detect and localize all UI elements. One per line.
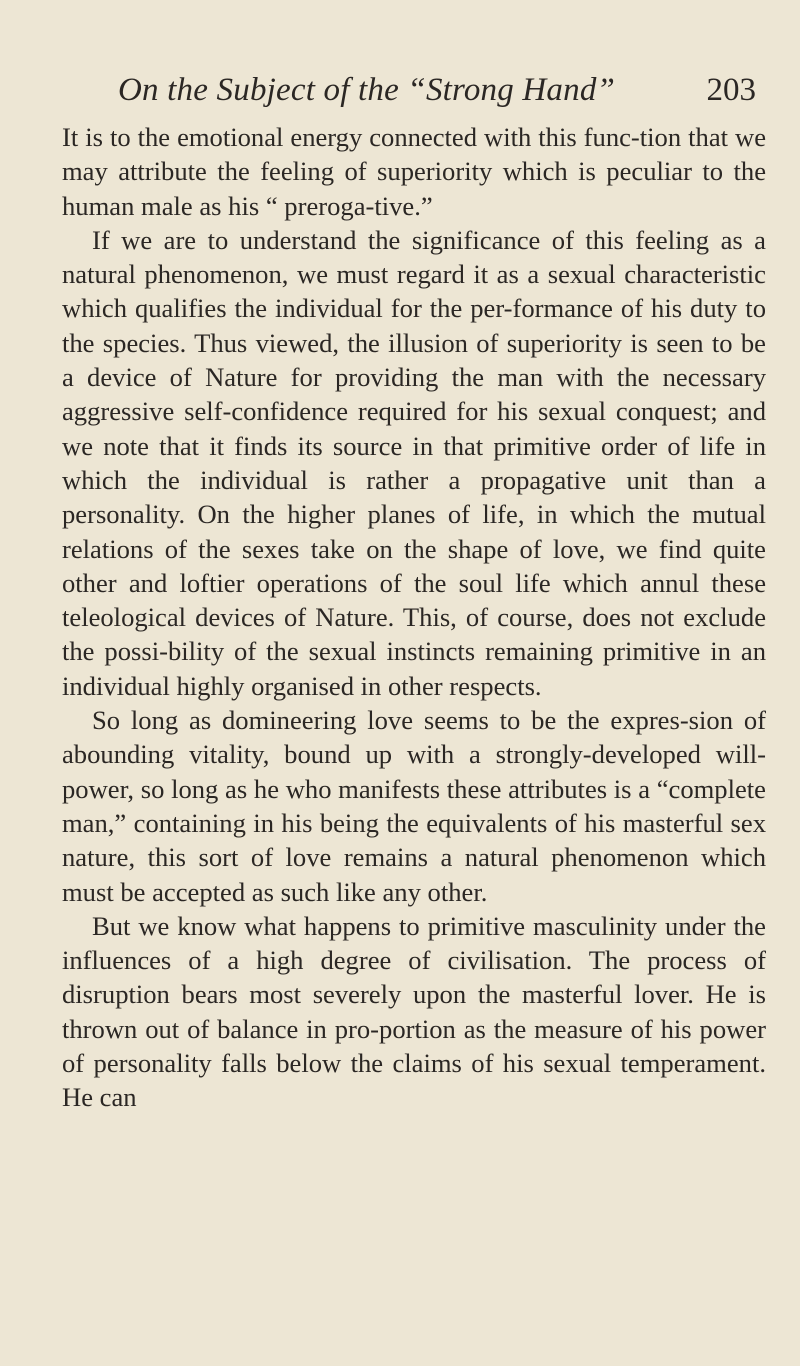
paragraph-1: It is to the emotional energy connected with this func-tion that we may attribute the feeling of superiority which is peculiar to the human male as his “ preroga-tive.” [62, 122, 766, 221]
page-number: 203 [706, 72, 756, 108]
paragraph-2: If we are to understand the significance of this feeling as a natural phenomenon, we must regard it as a sexual characteristic which qualifies the individual for the per-formance of his duty to the species. Thus viewed, the illusion of superiority is seen to be a device of Nature for providing the man with the necessary aggressive self-confidence required for his sexual conquest; and we note that it finds its source in that primitive order of life in which the individual is rather a propagative unit than a personality. On the higher planes of life, in which the mutual relations of the sexes take on the shape of love, we find quite other and loftier operations of the soul life which annul these teleological devices of Nature. This, of course, does not exclude the possi-bility of the sexual instincts remaining primitive in an individual highly organised in other respects. [62, 224, 766, 701]
running-head [62, 64, 766, 116]
running-title: On the Subject of the “Strong Hand” [118, 72, 616, 108]
paragraph-4: But we know what happens to primitive masculinity under the influences of a high degree of civilisation. The process of disruption bears most severely upon the masterful lover. He is thrown out of balance in pro-portion as the measure of his power of personality falls below the claims of his sexual temperament. He can [62, 910, 766, 1113]
paragraph-3: So long as domineering love seems to be the expres-sion of abounding vitality, bound up with a strongly-developed will-power, so long as he who manifests these attributes is a “complete man,” containing in his being the equivalents of his masterful sex nature, this sort of love remains a natural phenomenon which must be accepted as such like any other. [62, 705, 766, 907]
body-text [62, 120, 766, 1115]
